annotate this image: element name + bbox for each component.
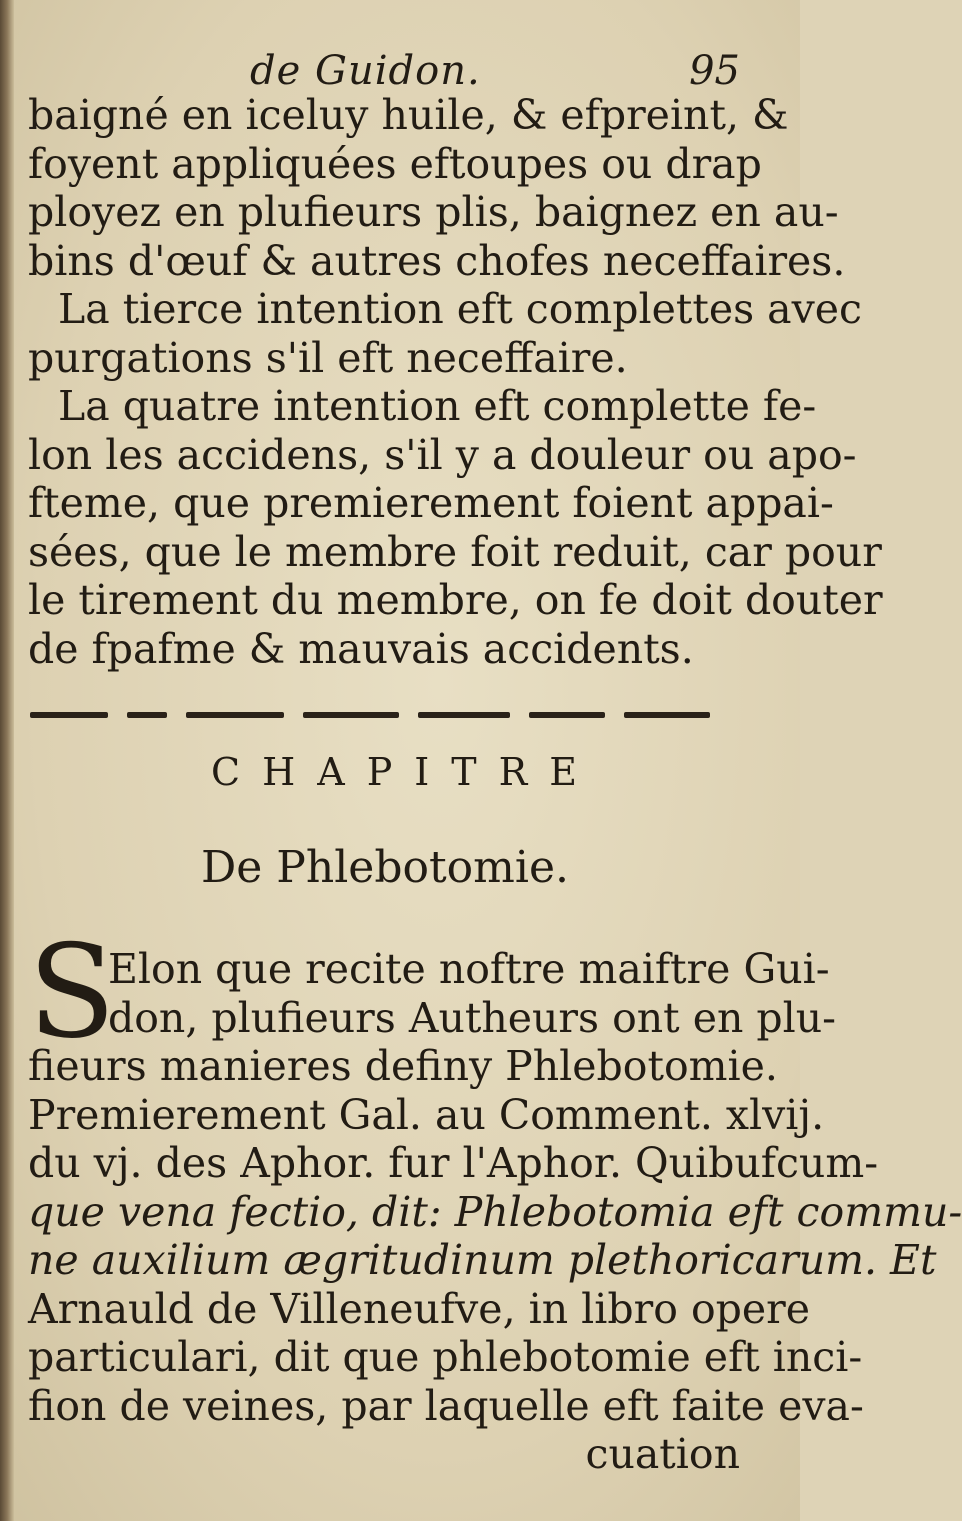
- ornamental-rule: [30, 712, 710, 720]
- text-line: bins d'œuf & autres chofes neceffaires.: [28, 236, 846, 285]
- catchword: cuation: [585, 1430, 740, 1478]
- paragraph-continuation: [28, 91, 846, 285]
- text-line: don, plufieurs Autheurs ont en plu-: [108, 993, 837, 1042]
- text-line: purgations s'il eft neceffaire.: [28, 333, 628, 382]
- page-number: 95: [689, 48, 740, 94]
- text-line: de fpafme & mauvais accidents.: [28, 624, 694, 673]
- text-line: Elon que recite noftre maiftre Gui-: [108, 945, 830, 993]
- chapter-heading: CHAPITRE: [211, 750, 599, 794]
- paragraph-intentions: [28, 285, 883, 673]
- text-line: Arnauld de Villeneufve, in libro opere: [28, 1284, 811, 1333]
- text-line: ployez en plufieurs plis, baignez en au-: [28, 188, 839, 236]
- text-line: foyent appliquées eftoupes ou drap: [28, 139, 762, 188]
- text-line-latin: que vena fectio, dit: Phlebotomia eft commu-: [28, 1187, 962, 1236]
- text-line: sées, que le membre foit reduit, car pour: [28, 527, 882, 576]
- text-line: La tierce intention eft complettes avec: [58, 285, 863, 333]
- text-line: du vj. des Aphor. fur l'Aphor. Quibufcum-: [28, 1139, 879, 1187]
- text-line: le tirement du membre, on fe doit douter: [28, 576, 883, 624]
- running-head-title: de Guidon.: [250, 48, 481, 94]
- text-line: fteme, que premierement foient appai-: [28, 479, 834, 527]
- text-line: baigné en iceluy huile, & efpreint, &: [28, 91, 789, 139]
- text-line: Premierement Gal. au Comment. xlvij.: [28, 1090, 825, 1139]
- drop-cap: S: [28, 918, 116, 1067]
- text-line: particulari, dit que phlebotomie eft inci-: [28, 1333, 863, 1381]
- text-line: La quatre intention eft complette fe-: [58, 382, 817, 430]
- paragraph-phlebotomie: [28, 945, 962, 1479]
- text-line: fieurs manieres definy Phlebotomie.: [28, 1042, 778, 1090]
- chapter-title: De Phlebotomie.: [200, 842, 569, 893]
- text-line: lon les accidens, s'il y a douleur ou apo-: [28, 430, 857, 479]
- text-line-latin: ne auxilium ægritudinum plethoricarum. Et: [28, 1236, 937, 1284]
- text-line: fion de veines, par laquelle eft faite eva-: [28, 1381, 864, 1430]
